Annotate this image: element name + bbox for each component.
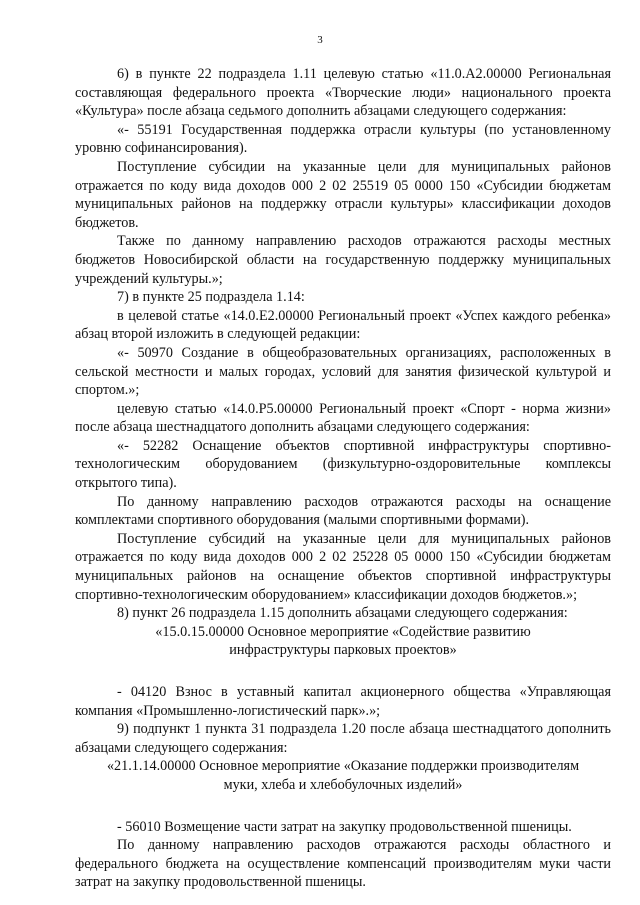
paragraph: Поступление субсидий на указанные цели для муниципальных районов отражается по коду вида доходов 000 2 02 25228 05 0000 150 «Субсидии бюджетам муниципальных районов на оснащение объектов спортивной инфраструктуры спортивно-технологическим оборудованием» классификации доходов бюджетов.»; xyxy=(75,530,611,603)
spacer xyxy=(75,660,611,683)
paragraph: - 04120 Взнос в уставный капитал акционерного общества «Управляющая компания «Промышленно-логистический парк».»; xyxy=(75,684,611,719)
paragraph: Также по данному направлению расходов отражаются расходы местных бюджетов Новосибирской области на государственную поддержку муниципальных учреждений культуры.»; xyxy=(75,233,611,287)
paragraph: целевую статью «14.0.Р5.00000 Региональный проект «Спорт - норма жизни» после абзаца шестнадцатого дополнить абзацами следующего содержания: xyxy=(75,400,611,436)
spacer xyxy=(75,795,611,818)
document-body xyxy=(75,65,611,892)
paragraph: - 56010 Возмещение части затрат на закупку продовольственной пшеницы. xyxy=(117,818,572,835)
paragraph: 6) в пункте 22 подраздела 1.11 целевую статью «11.0.А2.00000 Региональная составляющая федерального проекта «Творческие люди» национального проекта «Культура» после абзаца седьмого дополнить абзацами следующего содержания: xyxy=(75,66,611,120)
paragraph: По данному направлению расходов отражаются расходы областного и федерального бюджета на осуществление компенсаций производителям муки части затрат на закупку продовольственной пшеницы. xyxy=(75,837,611,891)
paragraph: в целевой статье «14.0.Е2.00000 Региональный проект «Успех каждого ребенка» абзац второй изложить в следующей редакции: xyxy=(75,307,611,343)
paragraph: «- 52282 Оснащение объектов спортивной инфраструктуры спортивно-технологическим оборудованием (физкультурно-оздоровительные комплексы открытого типа). xyxy=(75,437,611,492)
paragraph: По данному направлению расходов отражаются расходы на оснащение комплектами спортивного оборудования (малыми спортивными формами). xyxy=(75,493,611,529)
centered-heading: «15.0.15.00000 Основное мероприятие «Содействие развитию инфраструктуры парковых проектов» xyxy=(155,623,531,659)
paragraph: «- 55191 Государственная поддержка отрасли культуры (по установленному уровню софинансирования). xyxy=(75,121,611,157)
page-number: 3 xyxy=(317,34,323,46)
paragraph: 9) подпункт 1 пункта 31 подраздела 1.20 после абзаца шестнадцатого дополнить абзацами следующего содержания: xyxy=(75,721,611,756)
centered-heading: «21.1.14.00000 Основное мероприятие «Оказание поддержки производителям муки, хлеба и хлебобулочных изделий» xyxy=(106,758,580,793)
paragraph: 8) пункт 26 подраздела 1.15 дополнить абзацами следующего содержания: xyxy=(117,605,568,622)
paragraph: 7) в пункте 25 подраздела 1.14: xyxy=(117,289,305,306)
paragraph: Поступление субсидии на указанные цели для муниципальных районов отражается по коду вида доходов 000 2 02 25519 05 0000 150 «Субсидии бюджетам муниципальных районов на поддержку отрасли культуры» классификации доходов бюджетов. xyxy=(75,158,611,231)
paragraph: «- 50970 Создание в общеобразовательных организациях, расположенных в сельской местности и малых городах, условий для занятия физической культурой и спортом.»; xyxy=(75,344,611,399)
